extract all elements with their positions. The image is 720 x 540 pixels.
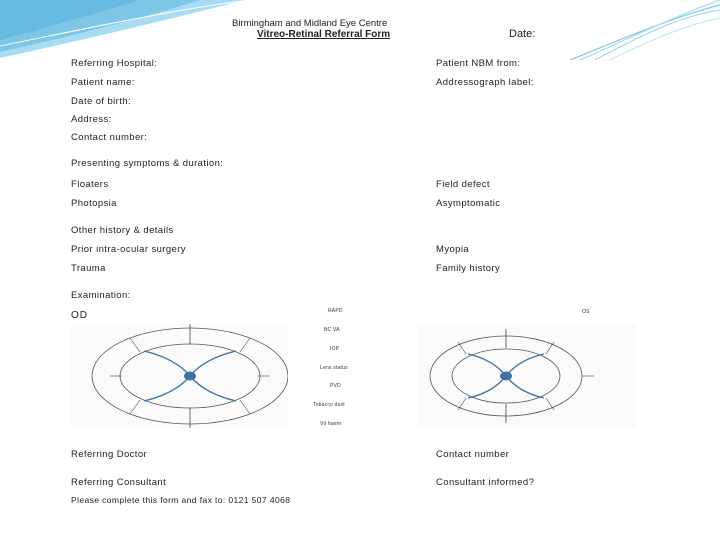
os-label: OS [582, 309, 590, 315]
myopia-label: Myopia [436, 244, 470, 255]
address-label: Address: [71, 114, 112, 125]
dob-label: Date of birth: [71, 96, 131, 107]
tobacco-dust-label: Tobacco dust [313, 402, 345, 408]
fax-note: Please complete this form and fax to: 0121 507 4068 [71, 495, 291, 505]
patient-name-label: Patient name: [71, 77, 135, 88]
family-history-label: Family history [436, 263, 501, 274]
date-label: Date: [509, 28, 536, 40]
symptoms-heading: Presenting symptoms & duration: [71, 158, 224, 169]
od-retina-diagram[interactable] [70, 324, 288, 428]
addressograph-label: Addressograph label: [436, 77, 534, 88]
photopsia-label: Photopsia [71, 198, 117, 209]
referring-consultant-label: Referring Consultant [71, 477, 167, 488]
iop-label: IOP [330, 346, 340, 352]
corner-swoosh-right [570, 0, 720, 60]
consultant-informed-label: Consultant informed? [436, 477, 535, 488]
os-retina-diagram[interactable] [418, 324, 636, 428]
rapd-label: RAPD [328, 308, 343, 314]
asymptomatic-label: Asymptomatic [436, 198, 501, 209]
footer-contact-number-label: Contact number [436, 449, 510, 460]
trauma-label: Trauma [71, 263, 106, 274]
od-label: OD [71, 310, 88, 321]
floaters-label: Floaters [71, 179, 109, 190]
examination-heading: Examination: [71, 290, 131, 301]
lens-status-label: Lens status [320, 365, 348, 371]
history-heading: Other history & details [71, 225, 174, 236]
pvd-label: PVD [330, 383, 341, 389]
patient-nbm-label: Patient NBM from: [436, 58, 521, 69]
centre-name: Birmingham and Midland Eye Centre [232, 18, 388, 29]
corner-swoosh-left [0, 0, 250, 65]
contact-number-label: Contact number: [71, 132, 148, 143]
referring-doctor-label: Referring Doctor [71, 449, 148, 460]
referring-hospital-label: Referring Hospital: [71, 58, 158, 69]
field-defect-label: Field defect [436, 179, 490, 190]
vit-haem-label: Vit haem [320, 421, 342, 427]
bcva-label: BC VA [324, 327, 340, 333]
prior-surgery-label: Prior intra-ocular surgery [71, 244, 186, 255]
form-title: Vitreo-Retinal Referral Form [257, 29, 391, 40]
